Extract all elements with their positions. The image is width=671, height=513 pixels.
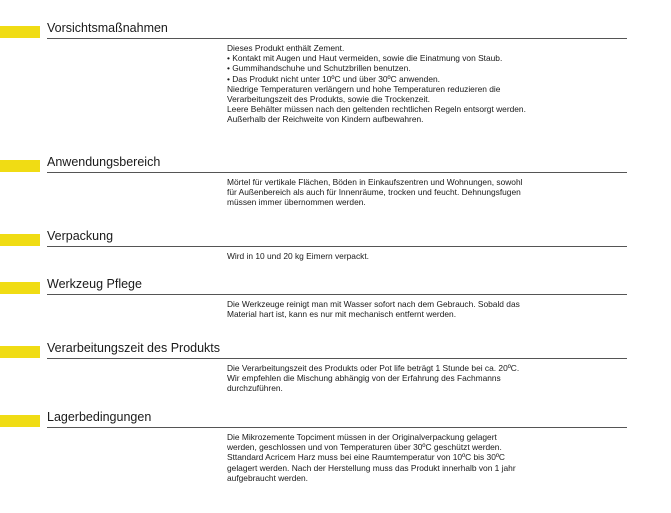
- yellow-marker: [0, 160, 40, 172]
- section-header: [0, 340, 671, 360]
- body-text-line: Material hart ist, kann es nur mit mechanisch entfernt werden.: [227, 309, 457, 320]
- section-title: Lagerbedingungen: [47, 410, 152, 424]
- body-text-line: gelagert werden. Nach der Herstellung muss das Produkt innerhalb von 1 jahr: [227, 462, 516, 473]
- body-text-line: durchzuführen.: [227, 383, 283, 394]
- section-anwendungsbereich: [0, 154, 671, 208]
- section-title: Werkzeug Pflege: [47, 277, 142, 291]
- section-divider: [47, 172, 627, 173]
- section-vorsichtsmassnahmen: [0, 20, 671, 125]
- body-text-line: Niedrige Temperaturen verlängern und hohe Temperaturen reduzieren die: [227, 83, 501, 94]
- body-text-line: Verarbeitungszeit des Produkts, sowie die Trockenzeit.: [227, 94, 430, 105]
- yellow-marker: [0, 346, 40, 358]
- body-text-line: Sttandard Acricem Harz muss bei eine Raumtemperatur von 10ºC bis 30ºC: [227, 452, 505, 463]
- body-text-line: Leere Behälter müssen nach den geltenden rechtlichen Regeln entsorgt werden.: [227, 104, 526, 115]
- body-text-line: • Gummihandschuhe und Schutzbrillen benutzen.: [227, 63, 411, 74]
- section-title: Verpackung: [47, 229, 114, 243]
- yellow-marker: [0, 26, 40, 38]
- body-text-line: aufgebraucht werden.: [227, 472, 309, 483]
- section-divider: [47, 427, 627, 428]
- body-text-line: • Kontakt mit Augen und Haut vermeiden, sowie die Einatmung von Staub.: [227, 53, 503, 64]
- body-text-line: Dieses Produkt enthält Zement.: [227, 43, 345, 53]
- body-text-line: für Außenbereich als auch für Innenräume, trocken und feucht. Dehnungsfugen: [227, 187, 521, 198]
- body-text-line: Wird in 10 und 20 kg Eimern verpackt.: [227, 251, 369, 261]
- section-header: [0, 276, 671, 296]
- section-divider: [47, 294, 627, 295]
- section-divider: [47, 358, 627, 359]
- section-lagerbedingungen: [0, 409, 671, 483]
- section-body: [227, 251, 627, 261]
- body-text-line: Wir empfehlen die Mischung abhängig von der Erfahrung des Fachmanns: [227, 373, 501, 384]
- body-text-line: • Das Produkt nicht unter 10ºC und über 30ºC anwenden.: [227, 73, 440, 84]
- section-body: [227, 363, 627, 394]
- section-body: [227, 43, 627, 125]
- yellow-marker: [0, 282, 40, 294]
- section-werkzeug-pflege: [0, 276, 671, 320]
- section-header: [0, 228, 671, 248]
- section-divider: [47, 246, 627, 247]
- body-text-line: Die Verarbeitungszeit des Produkts oder Pot life beträgt 1 Stunde bei ca. 20ºC.: [227, 363, 520, 373]
- section-title: Anwendungsbereich: [47, 155, 161, 169]
- body-text-line: müssen immer übernommen werden.: [227, 197, 366, 208]
- body-text-line: Die Mikrozemente Topciment müssen in der Originalverpackung gelagert: [227, 432, 497, 442]
- section-header: [0, 154, 671, 174]
- yellow-marker: [0, 234, 40, 246]
- section-body: [227, 432, 627, 483]
- section-body: [227, 177, 627, 208]
- section-verarbeitungszeit: [0, 340, 671, 394]
- section-divider: [47, 38, 627, 39]
- section-header: [0, 20, 671, 40]
- yellow-marker: [0, 415, 40, 427]
- body-text-line: werden, geschlossen und von Temperaturen über 30ºC geschützt werden.: [227, 442, 502, 453]
- section-header: [0, 409, 671, 429]
- body-text-line: Außerhalb der Reichweite von Kindern aufbewahren.: [227, 114, 424, 125]
- section-verpackung: [0, 228, 671, 261]
- body-text-line: Mörtel für vertikale Flächen, Böden in Einkaufszentren und Wohnungen, sowohl: [227, 177, 523, 187]
- section-title: Vorsichtsmaßnahmen: [47, 21, 168, 35]
- body-text-line: Die Werkzeuge reinigt man mit Wasser sofort nach dem Gebrauch. Sobald das: [227, 299, 520, 309]
- section-body: [227, 299, 627, 319]
- section-title: Verarbeitungszeit des Produkts: [47, 341, 221, 355]
